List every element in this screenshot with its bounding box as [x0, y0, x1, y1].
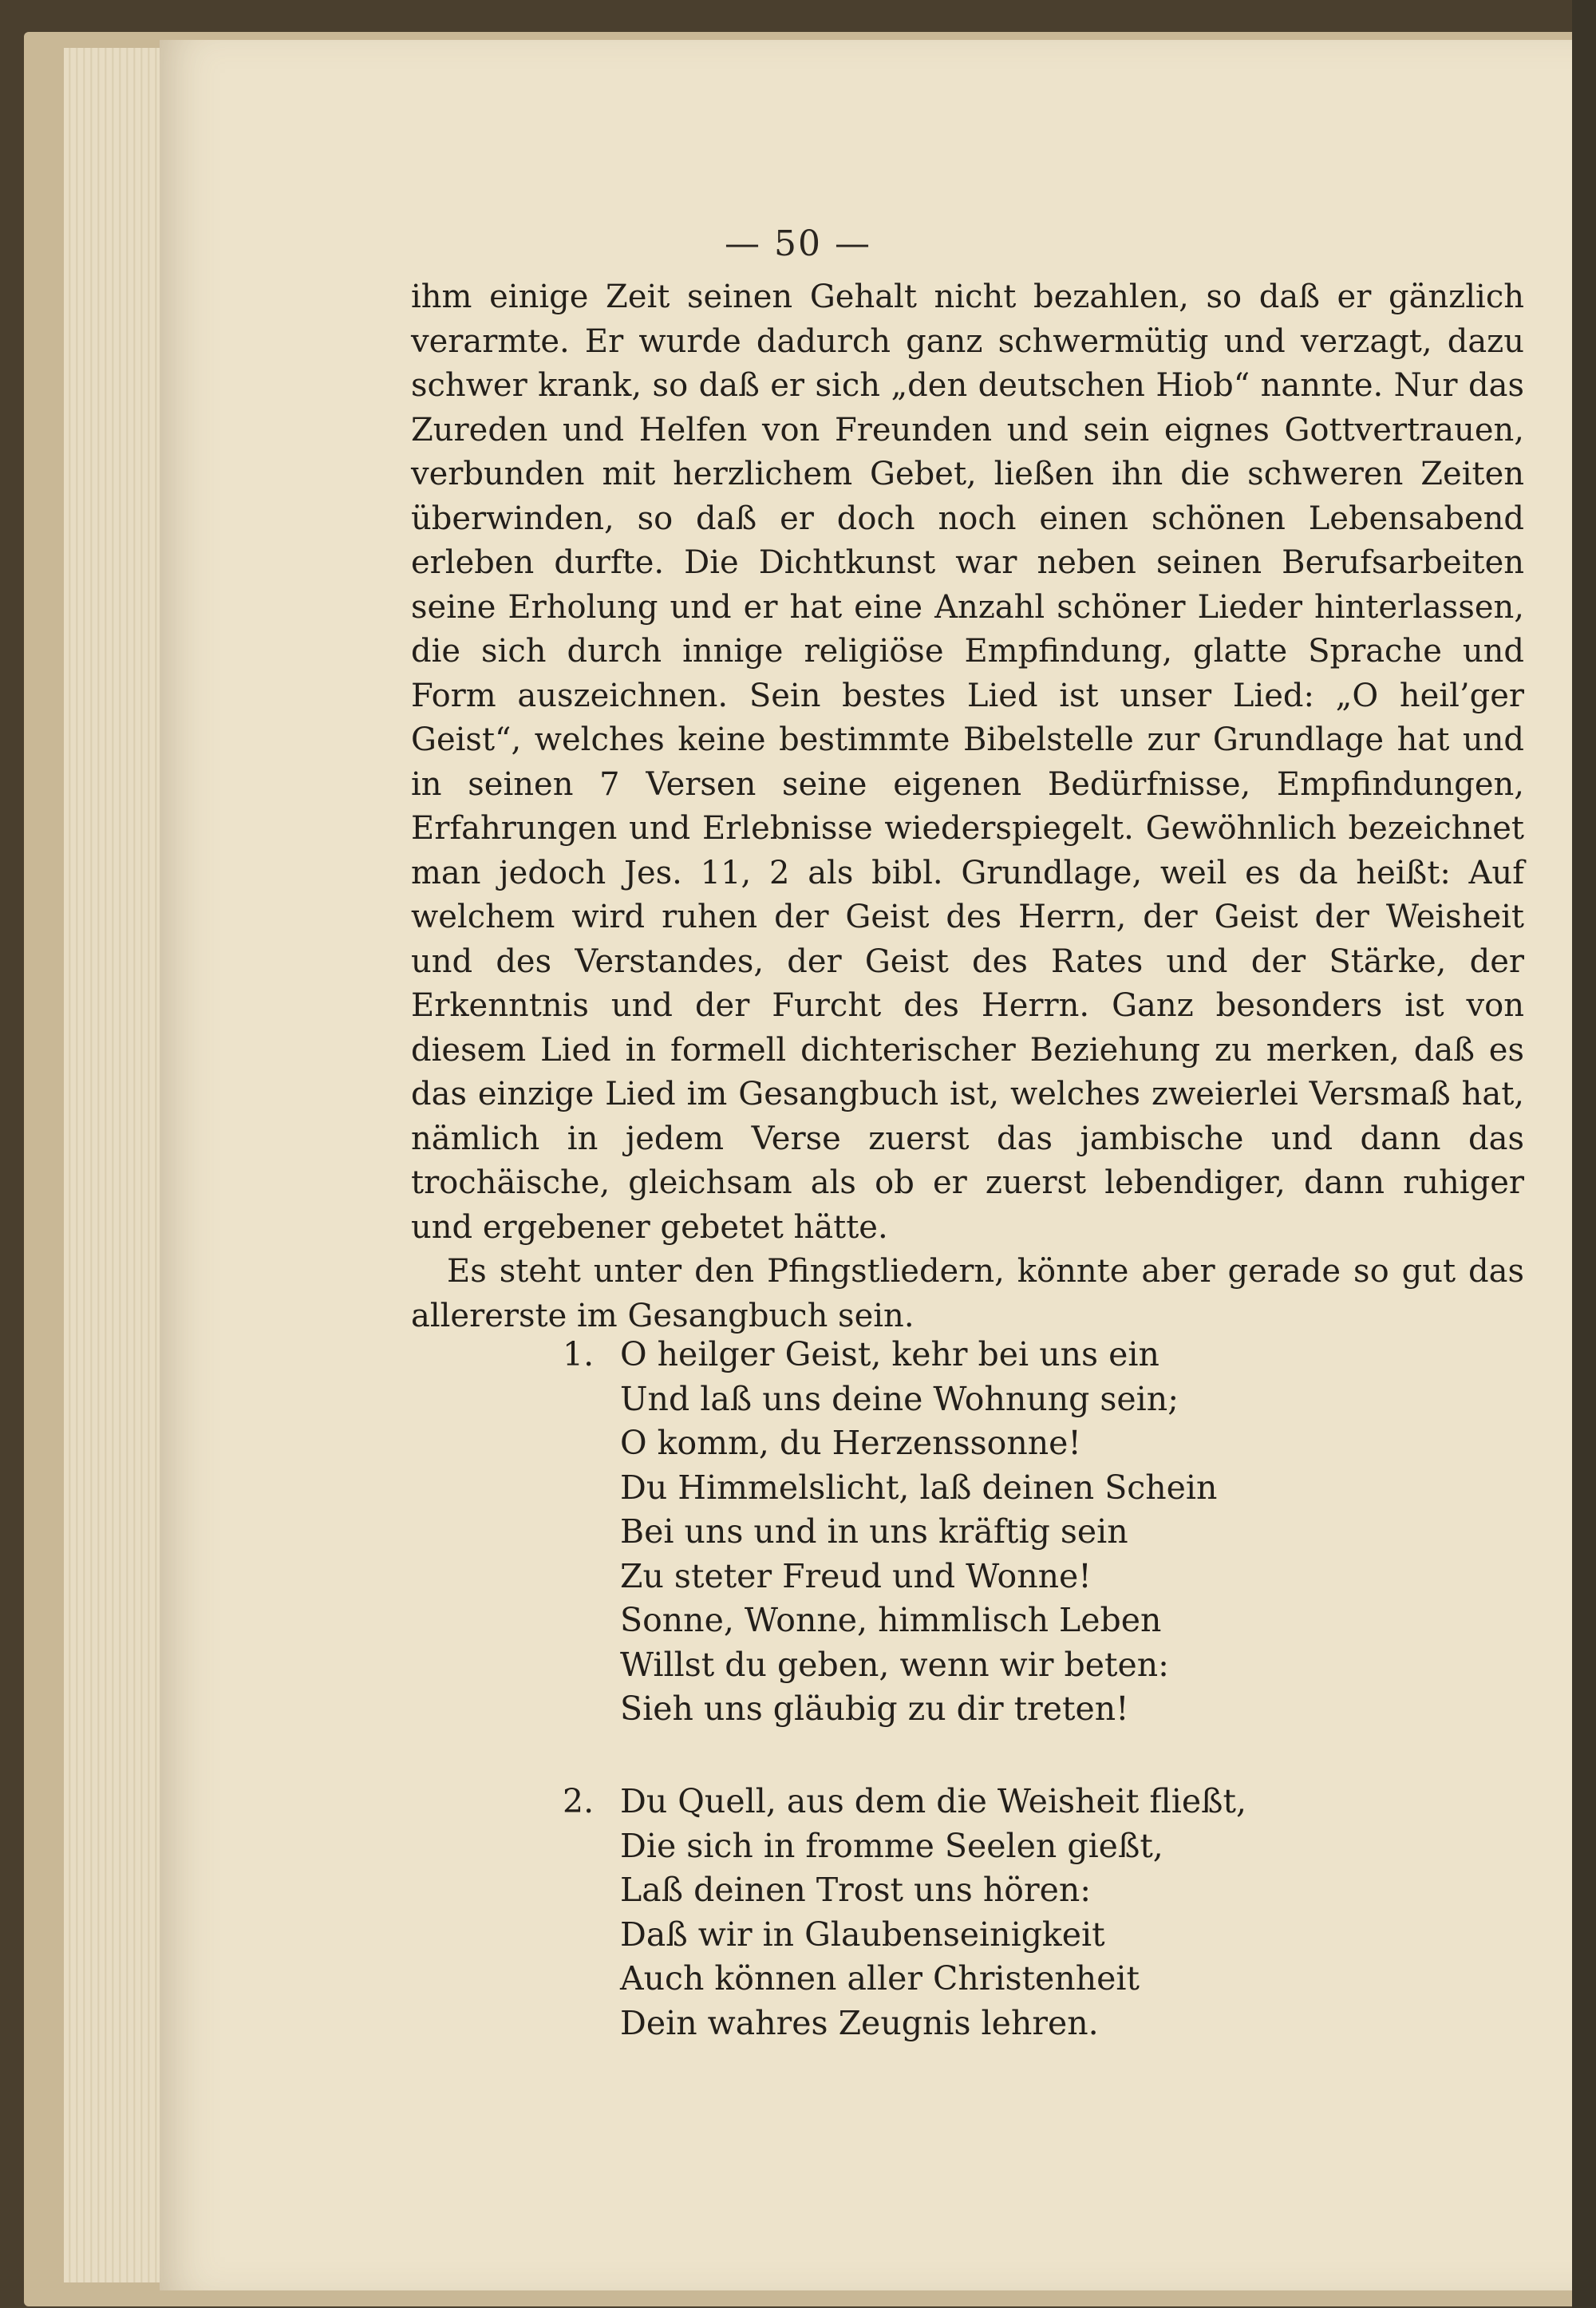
- book-binding-edge: [1572, 0, 1596, 2308]
- verse-number: 2.: [563, 1782, 595, 1820]
- verse-line: Willst du geben, wenn wir beten:: [620, 1645, 1169, 1684]
- verse-number: 1.: [563, 1335, 595, 1373]
- prose-section: [411, 275, 1524, 1338]
- verse-line-text: O heilger Geist, kehr bei uns ein: [620, 1335, 1159, 1373]
- hymn-verse-1: [563, 1333, 1520, 1732]
- verse-line: Bei uns und in uns kräftig sein: [620, 1512, 1128, 1551]
- verse-line: Sieh uns gläubig zu dir treten!: [620, 1690, 1129, 1728]
- verse-line: [563, 1780, 1520, 1824]
- verse-line: Zu steter Freud und Wonne!: [620, 1556, 1092, 1595]
- verse-line: Sonne, Wonne, himmlisch Leben: [620, 1601, 1162, 1639]
- verse-line: Und laß uns deine Wohnung sein;: [620, 1379, 1179, 1418]
- verse-line: Die sich in fromme Seelen gießt,: [620, 1826, 1163, 1865]
- verse-line: [563, 1333, 1520, 1377]
- verse-line: Du Himmelslicht, laß deinen Schein: [620, 1468, 1218, 1507]
- verse-line: Laß deinen Trost uns hören:: [620, 1871, 1092, 1909]
- verse-line-text: Du Quell, aus dem die Weisheit fließt,: [620, 1782, 1247, 1820]
- verse-line: Auch können aller Christenheit: [620, 1959, 1140, 1998]
- prose-paragraph-1: ihm einige Zeit seinen Gehalt nicht bezahlen, so daß er gänzlich verarmte. Er wurde dadurch ganz schwermütig und verzagt, dazu schwer krank, so daß er sich „den deutschen Hiob“ nannte. Nur das Zureden und Helfen von Freunden und sein eignes Gottvertrauen, verbunden mit herzlichem Gebet, ließen ihn die schweren Zeiten überwinden, so daß er doch noch einen schönen Lebensabend erleben durfte. Die Dichtkunst war neben seinen Berufsarbeiten seine Erholung und er hat eine Anzahl schöner Lieder hinterlassen, die sich durch innige religiöse Empfindung, glatte Sprache und Form auszeichnen. Sein bestes Lied ist unser Lied: „O heil’ger Geist“, welches keine bestimmte Bibelstelle zur Grundlage hat und in seinen 7 Versen seine eigenen Bedürfnisse, Empfindungen, Erfahrungen und Erlebnisse wiederspiegelt. Gewöhnlich bezeichnet man jedoch Jes. 11, 2 als bibl. Grundlage, weil es da heißt: Auf welchem wird ruhen der Geist des Herrn, der Geist der Weisheit und des Verstandes, der Geist des Rates und der Stärke, der Erkenntnis und der Furcht des Herrn. Ganz besonders ist von diesem Lied in formell dichterischer Beziehung zu merken, daß es das einzige Lied im Gesangbuch ist, welches zweierlei Versmaß hat, nämlich in jedem Verse zuerst das jambische und dann das trochäische, gleichsam als ob er zuerst lebendiger, dann ruhiger und ergebener gebetet hätte.: [411, 279, 1524, 1246]
- verse-line: Daß wir in Glaubenseinigkeit: [620, 1915, 1105, 1954]
- page-number: — 50 —: [725, 223, 871, 264]
- verse-line: Dein wahres Zeugnis lehren.: [620, 2003, 1099, 2042]
- verse-line: O komm, du Herzenssonne!: [620, 1424, 1081, 1462]
- hymn-verse-2: [563, 1780, 1520, 2045]
- prose-paragraph-2: Es steht unter den Pfingstliedern, könnte aber gerade so gut das allererste im Gesangbuch sein.: [411, 1253, 1524, 1334]
